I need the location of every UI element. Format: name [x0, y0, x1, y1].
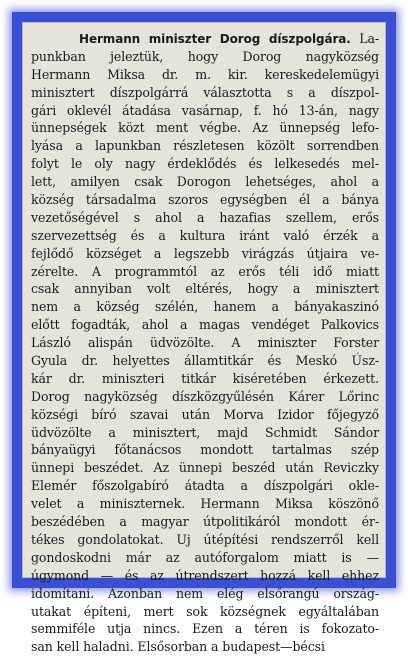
article-line: ünnepségek közt ment végbe. Az ünnepség lefo-: [31, 120, 379, 136]
article-line: folyt le oly nagy érdeklődés és lelkesedés mel-: [31, 156, 379, 172]
article-line: községi bíró szavai után Morva Izidor főjegyző: [31, 406, 379, 422]
article-line: csak annyiban volt eltérés, hogy a minisztert: [31, 281, 379, 297]
picture-frame: [12, 12, 396, 655]
article-line: község társadalma szoros egységben él a bánya: [31, 192, 379, 208]
article-line: gondoskodni már az autóforgalom miatt is —: [31, 549, 379, 565]
first-line-rest: La-: [359, 31, 379, 46]
article-line: Elemér főszolgabíró átadta a díszpolgári okle-: [31, 478, 379, 494]
article-line: velet a miniszternek. Hermann Miksa köszönő: [31, 496, 379, 512]
article-line: Dorog nagyközség díszközgyűlésén Kárer Lőrinc: [31, 388, 379, 404]
article-line: lyása a lapunkban részletesen közölt sorrendben: [31, 138, 379, 154]
article-line: László alispán üdvözölte. A miniszter Forster: [31, 335, 379, 351]
article-line: beszédében a magyar útpolitikáról mondott ér-: [31, 514, 379, 530]
article-line: punkban jeleztük, hogy Dorog nagyközség: [31, 48, 379, 64]
article-line: gári oklevél átadása vasárnap, f. hó 13-án, nagy: [31, 102, 379, 118]
article-line: semmiféle utja nincs. Ezen a téren is fokozato-: [31, 621, 379, 637]
article-line: idomítani. Azonban nem elég elsőrangú ország-: [31, 585, 379, 601]
article-line: utakat építeni, mert sok községnek egyáltalában: [31, 603, 379, 619]
article-line: minisztert díszpolgárrá választotta s a díszpol-: [31, 84, 379, 100]
article-line: lett, amilyen csak Dorogon lehetséges, ahol a: [31, 174, 379, 190]
article-line: san kell haladni. Elsősorban a budapest—bécsi: [31, 639, 325, 655]
article-line: úgymond — és az útrendszert hozzá kell ehhez: [31, 567, 379, 583]
newspaper-clipping: [22, 22, 386, 655]
article-line: üdvözölte a minisztert, majd Schmidt Sándor: [31, 424, 379, 440]
article-body: [31, 48, 379, 656]
article-line: Hermann Miksa dr. m. kir. kereskedelemügyi: [31, 66, 379, 82]
article-line: tékes gondolatokat. Uj útépítési rendszerről kell: [31, 531, 379, 547]
article-line: zérelte. A programmtól az erős téli idő miatt: [31, 263, 379, 279]
article-headline: Hermann miniszter Dorog díszpolgára.: [79, 32, 351, 46]
article-line: vezetőségével s ahol a hazafias szellem, erős: [31, 209, 379, 225]
article-line: fejlődő községet a legszebb virágzás útjaira ve-: [31, 245, 379, 261]
article-line: ünnepi beszédet. Az ünnepi beszéd után Reviczky: [31, 460, 379, 476]
article-line: kár dr. miniszteri titkár kiséretében érkezett.: [31, 370, 379, 386]
article-first-line: [31, 30, 379, 48]
article-line: nem a község szélén, hanem a bányakaszinó: [31, 299, 379, 315]
article-line: előtt fogadták, ahol a magas vendéget Palkovics: [31, 317, 379, 333]
article-line: szervezettség és a kultura iránt való érzék a: [31, 227, 379, 243]
article-line: Gyula dr. helyettes államtitkár és Meskó Úsz-: [31, 353, 379, 369]
article-line: bányaügyi főtanácsos mondott tartalmas szép: [31, 442, 379, 458]
